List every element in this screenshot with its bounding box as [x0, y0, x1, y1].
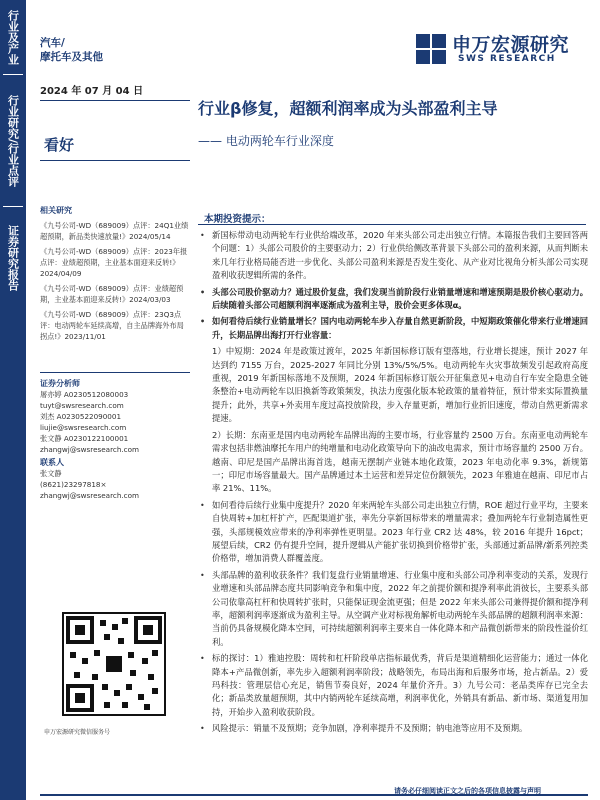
body-paragraph: • 风险提示：销量不及预期；竞争加剧，净利率提升不及预期；钠电池等应用不及预期。	[198, 722, 588, 735]
sidebar-rule-top	[40, 100, 190, 101]
related-research-heading: 相关研究	[40, 206, 72, 215]
logo-icon	[414, 32, 450, 66]
bullet-icon: •	[200, 570, 205, 580]
bullet-icon: •	[200, 231, 205, 240]
industry-tab-label: 行业及产业	[6, 9, 20, 65]
report-type-tab-label: 行业研究/行业点评	[6, 94, 20, 188]
industry-tab	[0, 6, 26, 68]
body-subparagraph: 1）中短期：2024 年是政策过渡年，2025 年新国标修订版有望落地，行业增长提速，预计 2027 年达到约 7155 万台，2025-2027 年同比分别 13%/5%/5%。电动两轮车火灾事故频发引起政府高度重视，2019 年新国标落地不及预期，2024 年新国标修订版公开征集意见+电动自行车安全隐患全链条整治+电动两轮车以旧换新等政策频发，执法力度强化版本轮政策的量着特征，预计带来实际置换量提升；此外，共享+外卖用车度过高投放阶段，步入存量更新，增加行业折旧速度，带动自然更新需求提速。	[212, 346, 588, 424]
body-paragraph: • 如何看待后续行业销量增长？国内电动两轮车步入存量自然更新阶段，中短期政策催化带来行业增速回升，长期品牌出海打开行业容量：	[200, 316, 588, 340]
sector-line-2: 摩托车及其他	[40, 51, 103, 63]
analyst-line: tuyt@swsresearch.com	[40, 401, 124, 410]
band-divider	[3, 74, 23, 75]
contact-line: 张文静	[40, 469, 62, 478]
analyst-line: 刘杰 A0230522090001	[40, 412, 122, 421]
analyst-line: liujie@swsresearch.com	[40, 423, 127, 432]
report-date: 2024 年 07 月 04 日	[40, 86, 144, 97]
analyst-line: 张文静 A0230122100001	[40, 434, 129, 443]
related-item: 《九号公司-WD（689009）点评：23Q3点评：电动两轮车延续高增，自主品牌海外布局拐点!》2023/11/01	[40, 310, 184, 341]
related-item: 《九号公司-WD（689009）点评：24Q1业绩超预期，新品类快速放量!》2024/05/14	[40, 221, 189, 241]
industry-rating: 看好	[44, 136, 75, 154]
band-divider	[3, 206, 23, 207]
analysts-block	[40, 378, 190, 501]
body-subparagraph: 2）长期：东南亚是国内电动两轮车品牌出海的主要市场，行业容量约 2500 万台。东南亚电动两轮车需求包括非燃油摩托车用户的纯增量和电动化政策导向下的油改电需求，预计市场容量约 2500 万台。越南、印尼是国产品牌出海首选，越南无摆制产业链本地化政策，2023 年电动化率 9.3%，新规第一；印尼市场容量最大。国产品牌通过本土运营和差异定位份额领先，2023 年雅迪在越南、印尼市占率 21%、11%。	[212, 429, 588, 494]
contact-heading: 联系人	[40, 458, 64, 467]
qr-code	[62, 612, 166, 716]
main-body	[198, 229, 588, 739]
contact-line: zhangwj@swsresearch.com	[40, 491, 140, 500]
related-item: 《九号公司-WD（689009）点评：2023年报点评：业绩超预期，主业基本面迎来反转!》2024/04/09	[40, 247, 188, 278]
bullet-icon: •	[200, 317, 206, 327]
related-item: 《九号公司-WD（689009）点评：业绩超预期，主业基本面迎来反转!》2024/03/03	[40, 284, 184, 304]
bullet-icon: •	[200, 654, 205, 664]
bullet-icon: •	[200, 287, 206, 297]
contact-line: (8621)23297818×	[40, 480, 107, 489]
footer-disclaimer: 请务必仔细阅读正文之后的各项信息披露与声明	[394, 787, 541, 795]
sector-line-1: 汽车/	[40, 37, 65, 49]
related-research	[40, 205, 190, 342]
body-paragraph: • 如何看待后续行业集中度提升？2020 年来两轮车头部公司走出独立行情，ROE 超过行业平均，主要来自快周转+加杠杆扩产，匹配渠道扩张，率先分享新国标带来的增量需求；叠加两轮车行业制造属性更强，头部规模效应带来的净利率弹性更明显。2023 年行业 CR2 达 48%，较 2016 年提升 16pct；展望后续，CR2 仍有提升空间，提升逻辑从产能扩张切换到价格带扩张，头部通过新品牌/新系列控类价格带，增加消费人群覆盖度。	[200, 499, 588, 564]
sector-label	[40, 36, 103, 64]
bullet-icon: •	[200, 724, 205, 734]
body-paragraph: • 头部公司股价驱动力？通过股价复盘，我们发现当前阶段行业销量增速和增速预期是股价核心驱动力。后续随着头部公司超额利润率逐渐成为盈利主导，股价会更多体现α。	[200, 286, 588, 311]
section-heading: 本期投资提示：	[204, 214, 271, 225]
body-paragraph: • 新国标带动电动两轮车行业供给端改革，2020 年来头部公司走出独立行情。本篇报告我们主要回答两个问题：1）头部公司股价的主要驱动力；2）行业供给侧改革背景下头部公司的盈利来源，从而判断未来几年行业格局能否进一步优化、头部公司盈利来源是否发生变化、从产业对比视角分析头部公司实现盈利收获逻辑所需的条件。	[200, 230, 588, 281]
disclaimer-tab	[0, 218, 26, 298]
body-paragraph: • 标的探讨：1）雅迪控股：周转和杠杆阶段单店指标最优秀，背后是渠道精细化运营能力；通过一体化降本+产品微创新，率先步入超额利润率阶段；战略领先，布局出海和后服务市场，抢占新品。2）爱玛科技：管理层信心充足，销售节奏良好，2024 年量价齐升。3）九号公司：老品类库存已完全去化；新品类放量超预期，其中内销两轮车延续高增，利润率优化，外销具有新品、新市场、渠道复用加持，开始步入盈利收获阶段。	[200, 653, 588, 717]
sidebar-rule-analysts	[40, 372, 190, 373]
report-subtitle: —— 电动两轮车行业深度	[198, 134, 334, 148]
report-title: 行业β修复，超额利润率成为头部盈利主导	[198, 99, 498, 118]
sidebar-rule-rating	[40, 160, 190, 161]
analyst-line: zhangwj@swsresearch.com	[40, 445, 140, 454]
body-paragraph: • 头部品牌的盈利收获条件？我们复盘行业销量增速、行业集中度和头部公司净利率变动的关系，发现行业增速和头部品牌态度共同影响竞争和集中度，2022 年之前提价额和提净利率此消彼长，主要系头部公司依靠高杠杆和快周转扩张时，只能保证现金流更强；但是 2022 年来头部公司兼得提价额和提净利率，超额利润率逐渐成为盈利主导。从空调产业对标视角解析电动两轮车头部品牌的超额利润率来源：当前仍具备规模化降本空间，可持续超额利润率主要来自一体化降本和产品微创新带来的阶段性溢价红利。	[200, 569, 588, 647]
analysts-heading: 证券分析师	[40, 379, 80, 388]
bullet-icon: •	[200, 500, 205, 510]
company-logo	[414, 30, 584, 72]
disclaimer-tab-label: 证券研究报告	[6, 225, 20, 291]
logo-chinese: 申万宏源研究	[452, 34, 570, 56]
logo-english: SWS RESEARCH	[458, 54, 556, 64]
qr-code-image	[64, 614, 164, 714]
report-type-tab	[0, 82, 26, 200]
analyst-line: 屠亦婷 A0230512080003	[40, 390, 129, 399]
qr-caption: 申万宏源研究微信服务号	[44, 729, 111, 736]
